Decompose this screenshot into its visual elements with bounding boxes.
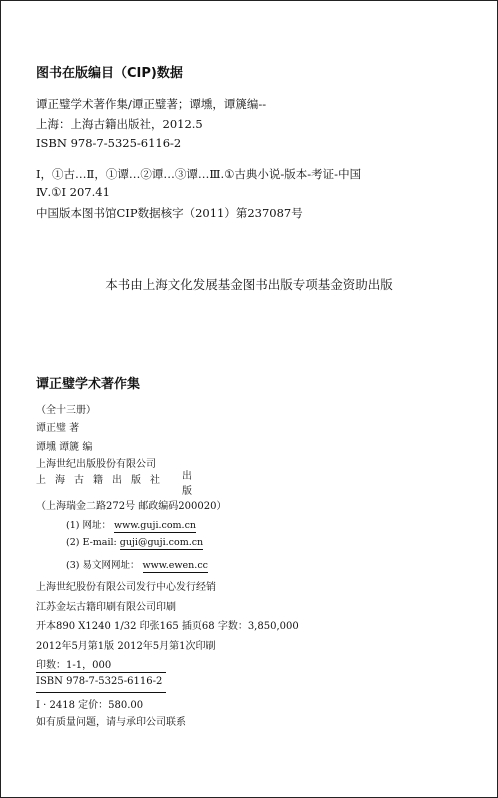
- website-row: [66, 517, 196, 531]
- editor-credit: 谭壎 谭篪 编: [36, 442, 93, 453]
- sponsor-note: 本书由上海文化发展基金图书出版专项基金资助出版: [105, 277, 393, 292]
- ewen-row: [66, 557, 208, 571]
- cip-line-record-number: 中国版本图书馆CIP数据核字（2011）第237087号: [36, 206, 303, 220]
- publisher-group: 上海世纪出版股份有限公司: [36, 459, 156, 470]
- edition-info: 2012年5月第1版 2012年5月第1次印刷: [36, 641, 216, 652]
- cip-line-title-author: 谭正璧学术著作集/谭正璧著；谭壎，谭篪编--: [36, 97, 267, 111]
- print-run: 印数：1-1，000: [36, 660, 112, 671]
- cip-line-classification: Ⅳ.①Ⅰ 207.41: [36, 185, 110, 199]
- publisher-address: （上海瑞金二路272号 邮政编码200020）: [36, 501, 227, 512]
- quality-note: 如有质量问题，请与承印公司联系: [36, 717, 186, 728]
- imprint-isbn: ISBN 978-7-5325-6116-2: [36, 676, 163, 687]
- series-title: 谭正璧学术著作集: [36, 377, 141, 392]
- divider: [36, 692, 166, 693]
- ewen-label: (3) 易文网网址：: [66, 560, 140, 571]
- publisher-name: 上海古籍出版社: [36, 475, 169, 486]
- publisher-block: [36, 457, 192, 497]
- cip-line-isbn: ISBN 978-7-5325-6116-2: [36, 136, 182, 150]
- website-label: (1) 网址：: [66, 520, 111, 531]
- website-link[interactable]: www.guji.com.cn: [114, 520, 197, 531]
- author-credit: 谭正璧 著: [36, 423, 80, 434]
- category-price: Ⅰ · 2418 定价：580.00: [36, 700, 144, 711]
- cip-line-subjects: Ⅰ，①古…Ⅱ，①谭…②谭…③谭…Ⅲ.①古典小说-版本-考证-中国: [36, 167, 362, 181]
- distributor: 上海世纪股份有限公司发行中心发行经销: [36, 582, 216, 593]
- format-specs: 开本890 X1240 1/32 印张165 插页68 字数：3,850,000: [36, 621, 299, 632]
- printer: 江苏金坛古籍印刷有限公司印刷: [36, 602, 176, 613]
- email-label: (2) E-mail:: [66, 537, 117, 548]
- email-row: [66, 537, 203, 548]
- ewen-link[interactable]: www.ewen.cc: [142, 560, 208, 571]
- cip-title: 图书在版编目（CIP)数据: [36, 66, 183, 81]
- divider: [36, 672, 166, 673]
- publisher-tag: 出版: [182, 471, 192, 497]
- volume-note: （全十三册）: [36, 405, 96, 416]
- cip-line-publisher: 上海：上海古籍出版社，2012.5: [36, 117, 203, 131]
- email-link[interactable]: guji@guji.com.cn: [119, 537, 204, 548]
